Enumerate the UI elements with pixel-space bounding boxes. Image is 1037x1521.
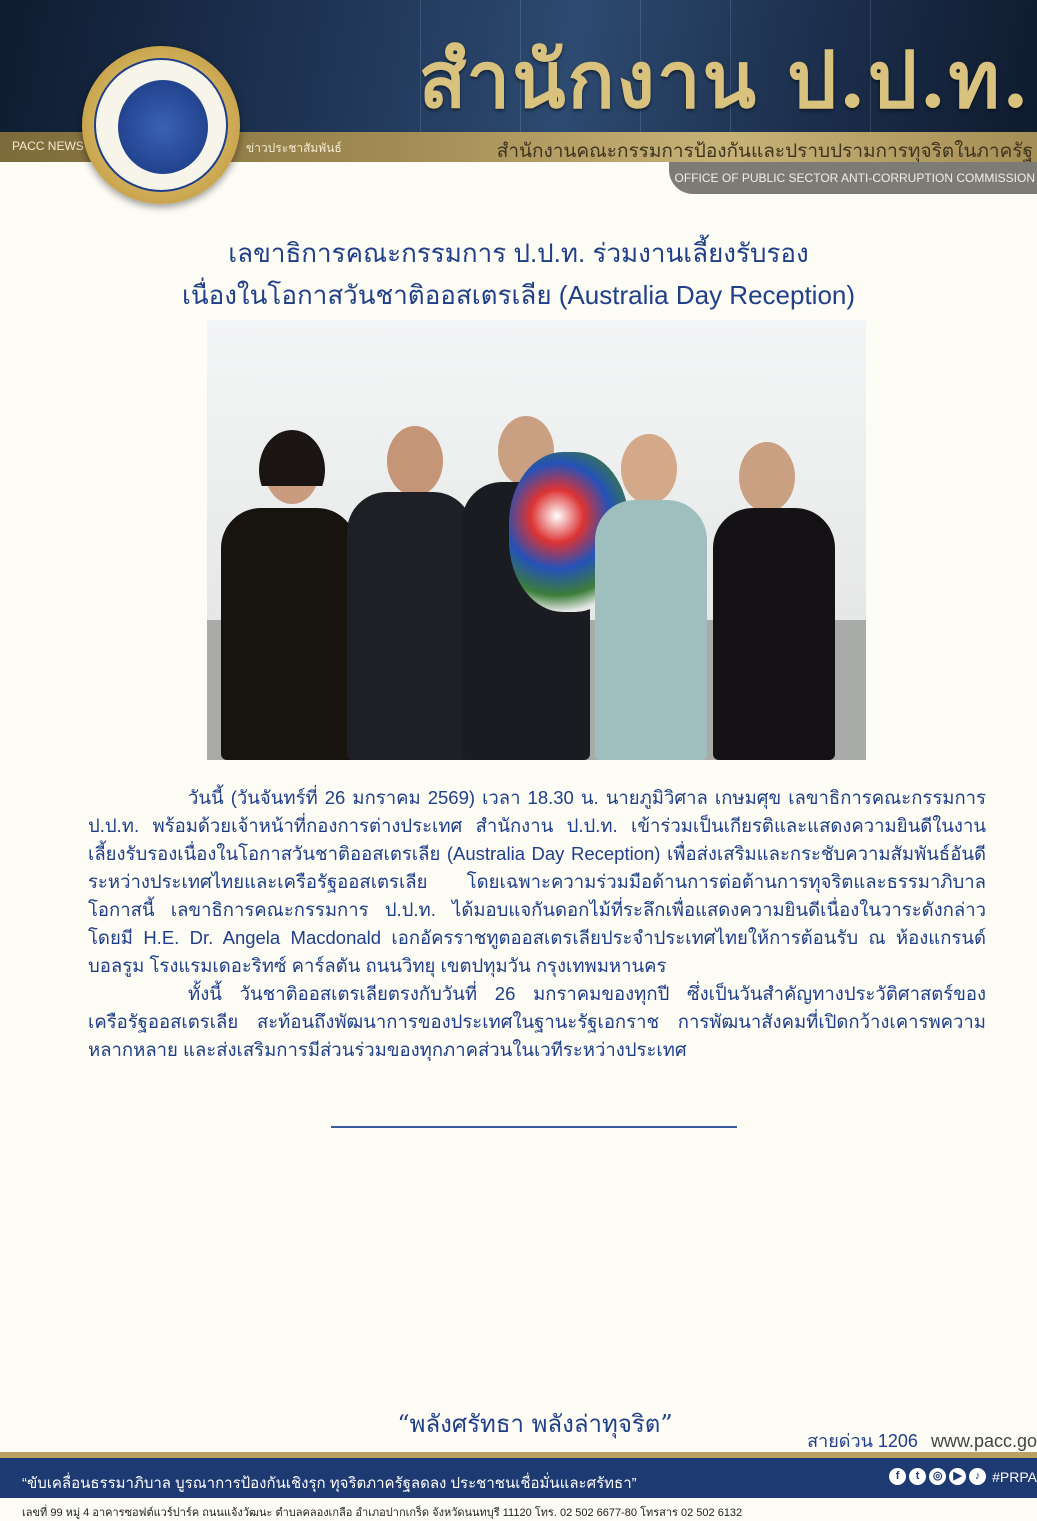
news-headline xyxy=(0,232,1037,316)
facebook-icon[interactable]: f xyxy=(889,1468,906,1485)
slogan: “พลังศรัทธา พลังล่าทุจริต” xyxy=(397,1410,673,1438)
body-paragraph-1: วันนี้ (วันจันทร์ที่ 26 มกราคม 2569) เวลา 18.30 น. นายภูมิวิศาล เกษมศุข เลขาธิการคณะกรรมการ ป.ป.ท. พร้อมด้วยเจ้าหน้าที่กองการต่างประเทศ สำนักงาน ป.ป.ท. เข้าร่วมเป็นเกียรติและแสดงความยินดีในงานเลี้ยงรับรองเนื่องในโอกาสวันชาติออสเตรเลีย (Australia Day Reception) เพื่อส่งเสริมและกระชับความสัมพันธ์อันดีระหว่างประเทศไทยและเครือรัฐออสเตรเลีย โดยเฉพาะความร่วมมือด้านการต่อต้านการทุจริตและธรรมาภิบาล โอกาสนี้ เลขาธิการคณะกรรมการ ป.ป.ท. ได้มอบแจกันดอกไม้ที่ระลึกเพื่อแสดงความยินดีเนื่องในวาระดังกล่าว โดยมี H.E. Dr. Angela Macdonald เอกอัครราชทูตออสเตรเลียประจำประเทศไทยให้การต้อนรับ ณ ห้องแกรนด์ บอลรูม โรงแรมเดอะริทซ์ คาร์ลตัน ถนนวิทยุ เขตปทุมวัน กรุงเทพมหานคร xyxy=(88,787,986,976)
hotline-info xyxy=(807,1426,1037,1455)
agency-thai-name: สำนักงานคณะกรรมการป้องกันและปราบปรามการทุจริตในภาครัฐ xyxy=(496,141,1033,162)
band-label-pr: ข่าวประชาสัมพันธ์ xyxy=(246,141,342,155)
event-photo xyxy=(207,320,866,760)
instagram-icon[interactable]: ◎ xyxy=(929,1468,946,1485)
section-divider xyxy=(331,1126,737,1128)
header-title: สำนักงาน ป.ป.ท. xyxy=(418,35,1031,126)
headline-line-1: เลขาธิการคณะกรรมการ ป.ป.ท. ร่วมงานเลี้ยงรับรอง xyxy=(228,238,809,268)
news-body xyxy=(88,784,986,1064)
headline-line-2: เนื่องในโอกาสวันชาติออสเตรเลีย (Australia Day Reception) xyxy=(181,280,856,310)
tiktok-icon[interactable]: ♪ xyxy=(969,1468,986,1485)
band-label-news: PACC NEWS xyxy=(12,139,84,153)
youtube-icon[interactable]: ▶ xyxy=(949,1468,966,1485)
hashtag: #PRPA xyxy=(992,1468,1037,1485)
english-name-tab xyxy=(669,162,1037,194)
body-paragraph-2: ทั้งนี้ วันชาติออสเตรเลียตรงกับวันที่ 26 มกราคมของทุกปี ซึ่งเป็นวันสำคัญทางประวัติศาสตร์ของเครือรัฐออสเตรเลีย สะท้อนถึงพัฒนาการของประเทศในฐานะรัฐเอกราช การพัฒนาสังคมที่เปิดกว้างเคารพความหลากหลาย และส่งเสริมการมีส่วนร่วมของทุกภาคส่วนในเวทีระหว่างประเทศ xyxy=(88,983,986,1060)
social-links xyxy=(889,1468,1037,1485)
pacc-seal-logo xyxy=(82,46,240,204)
website-link[interactable]: www.pacc.go xyxy=(930,1431,1037,1451)
twitter-icon[interactable]: t xyxy=(909,1468,926,1485)
footer-address: เลขที่ 99 หมู่ 4 อาคารซอฟต์แวร์ปาร์ค ถนนแจ้งวัฒนะ ตำบลคลองเกลือ อำเภอปากเกร็ด จังหวัดนนทบุรี 11120 โทร. 02 502 6677-80 โทรสาร 02 502 6132 xyxy=(22,1507,743,1519)
page-header xyxy=(0,0,1037,200)
agency-english-name: OFFICE OF PUBLIC SECTOR ANTI-CORRUPTION COMMISSION xyxy=(674,171,1035,185)
footer-motto: “ขับเคลื่อนธรรมาภิบาล บูรณาการป้องกันเชิงรุก ทุจริตภาครัฐลดลง ประชาชนเชื่อมั่นและศรัทธา” xyxy=(22,1475,637,1492)
hotline-label: สายด่วน 1206 xyxy=(807,1431,918,1451)
